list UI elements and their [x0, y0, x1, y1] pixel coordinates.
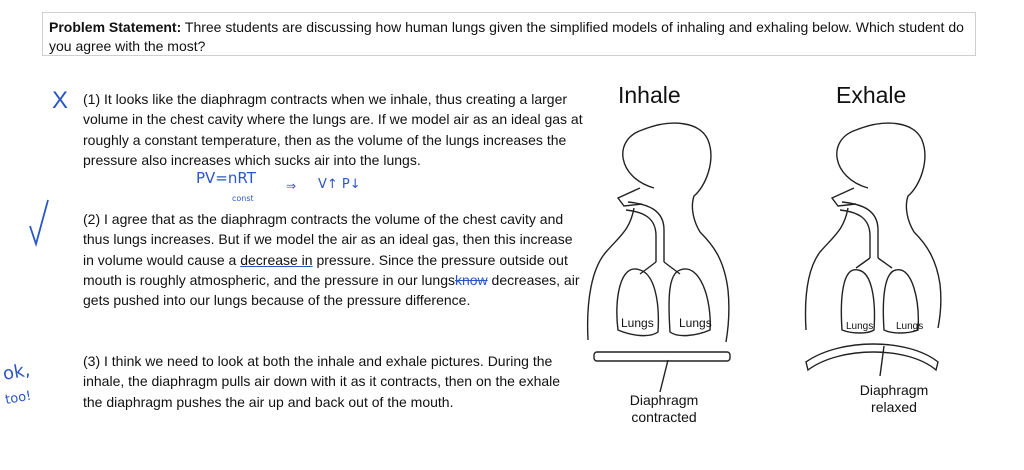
exhale-diaphragm-line1: Diaphragm: [859, 382, 929, 398]
handwritten-const: const: [232, 194, 254, 203]
inhale-lung-left-label: Lungs: [621, 316, 654, 330]
check-mark-icon: [30, 200, 48, 244]
exhale-lung-left-label: Lungs: [846, 321, 874, 332]
statement-2-part2: pressure. Since the pressure outside out mouth is roughly atmospheric, and the pressure in our lungs: [83, 251, 568, 288]
x-mark: X: [52, 87, 69, 114]
statement-2-underlined: decrease in: [240, 251, 313, 268]
inhale-lung-right-label: Lungs: [679, 316, 712, 330]
exhale-lung-right-label: Lungs: [896, 321, 924, 332]
statement-2-part3: decreases, air gets pushed into our lungs because of the pressure difference.: [83, 271, 580, 309]
inhale-diaphragm-line1: Diaphragm: [629, 392, 699, 408]
statement-2-struck: know: [454, 271, 488, 288]
exhale-diaphragm-line2: relaxed: [871, 399, 917, 415]
inhale-title: Inhale: [618, 82, 681, 108]
handwritten-relation: V↑ P↓: [318, 177, 361, 192]
statement-2-part1: (2) I agree that as the diaphragm contracts the volume of the chest cavity and thus lungs increases. But if we model the air as an ideal gas, then this increase in volume would cause a: [83, 211, 573, 268]
statement-3: (3) I think we need to look at both the inhale and exhale pictures. During the inhale, the diaphragm pulls air down with it as it contracts, then on the exhale the diaphragm pushes the air up and back out of the mouth.: [83, 353, 561, 410]
inhale-diaphragm-label: [612, 392, 716, 426]
problem-heading: Problem Statement:: [49, 19, 182, 35]
inhale-figure: [588, 123, 730, 392]
statement-1: (1) It looks like the diaphragm contracts when we inhale, thus creating a larger volume in the chest cavity where the lungs are. If we model air as an ideal gas at roughly a constant temperature, then as the volume of the lungs increases the pressure also increases which sucks air into the lungs.: [83, 91, 583, 168]
handwritten-ok: ok,: [1, 359, 32, 385]
inhale-diaphragm-line2: contracted: [631, 409, 697, 425]
exhale-title: Exhale: [836, 82, 907, 108]
problem-body: Three students are discussing how human lungs given the simplified models of inhaling and exhaling below. Which student do you agree with the most?: [49, 19, 964, 54]
handwritten-too: too!: [4, 388, 33, 408]
exhale-diaphragm-label: [842, 382, 946, 416]
handwritten-equation: PV=nRT: [196, 169, 256, 187]
handwritten-arrow: ⇒: [286, 179, 297, 193]
statement-2: [83, 209, 583, 310]
exhale-figure: [806, 123, 941, 376]
